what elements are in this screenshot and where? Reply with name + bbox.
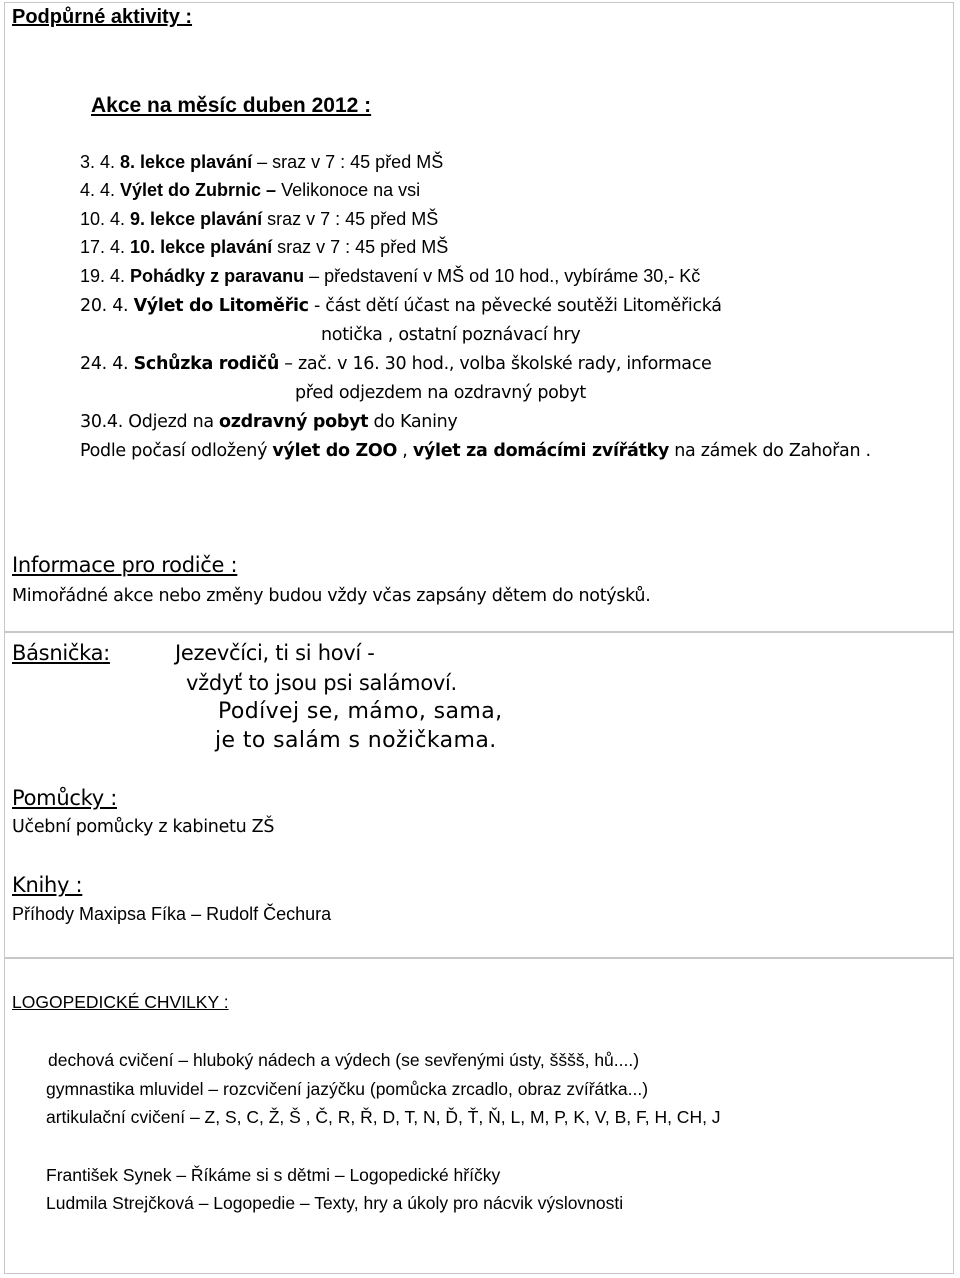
poem-line: Podívej se, mámo, sama,: [218, 699, 503, 724]
event-row-5: [80, 266, 700, 287]
poem-line: vždyť to jsou psi salámoví.: [186, 671, 457, 695]
parents-info-text: Mimořádné akce nebo změny budou vždy včas zapsány dětem do notýsků.: [12, 586, 651, 606]
departure-row: 30.4. Odjezd na ozdravný pobyt do Kaniny: [80, 412, 458, 432]
event-detail: - část dětí účast na pěvecké soutěži Litoměřická: [308, 296, 722, 316]
poem-line: je to salám s nožičkama.: [215, 728, 497, 753]
event-title: 10. lekce plavání: [130, 237, 273, 257]
event-row-1: [80, 152, 443, 173]
event-title: 9. lekce plavání: [130, 209, 263, 229]
event-detail: sraz v 7 : 45 před MŠ: [272, 237, 449, 257]
event-title: Schůzka rodičů: [133, 354, 279, 374]
event-date: 3. 4.: [80, 152, 121, 172]
event-title: Výlet do Litoměřic: [133, 296, 309, 316]
exercise-item: artikulační cvičení – Z, S, C, Ž, Š , Č, R, Ř, D, T, N, Ď, Ť, Ň, L, M, P, K, V, B, F, H, CH, J: [46, 1107, 721, 1127]
event-date: 17. 4.: [80, 237, 131, 257]
event-title: Pohádky z paravanu: [130, 266, 305, 286]
exercise-item: gymnastika mluvidel – rozcvičení jazýčku (pomůcka zrcadlo, obraz zvířátka...): [46, 1079, 649, 1099]
parents-info-heading: Informace pro rodiče :: [12, 553, 238, 577]
event-date: 10. 4.: [80, 209, 131, 229]
poem-line: Jezevčíci, ti si hoví -: [175, 641, 375, 665]
event-row-2: [80, 180, 420, 201]
reference-item: František Synek – Říkáme si s dětmi – Logopedické hříčky: [46, 1165, 501, 1185]
event-row-3: [80, 209, 438, 230]
event-detail: – sraz v 7 : 45 před MŠ: [252, 152, 444, 172]
event-date: 4. 4.: [80, 180, 121, 200]
event-date: 24. 4.: [80, 354, 134, 374]
books-text: Příhody Maxipsa Fíka – Rudolf Čechura: [12, 904, 332, 924]
poem-heading: Básnička:: [12, 641, 110, 665]
event-detail: Velikonoce na vsi: [276, 180, 421, 200]
event-detail: sraz v 7 : 45 před MŠ: [262, 209, 439, 229]
books-heading: Knihy :: [12, 873, 83, 897]
speech-heading: LOGOPEDICKÉ CHVILKY :: [12, 992, 229, 1012]
event-detail: – zač. v 16. 30 hod., volba školské rady, informace: [279, 354, 712, 374]
event-continuation: notička , ostatní poznávací hry: [321, 325, 581, 345]
weather-row: Podle počasí odložený výlet do ZOO , výlet za domácími zvířátky na zámek do Zahořan .: [80, 441, 871, 461]
exercise-item: dechová cvičení – hluboký nádech a výdech (se sevřenými ústy, šššš, hů....): [48, 1050, 640, 1070]
event-row-4: [80, 237, 448, 258]
reference-item: Ludmila Strejčková – Logopedie – Texty, hry a úkoly pro nácvik výslovnosti: [46, 1193, 624, 1213]
event-date: 20. 4.: [80, 296, 134, 316]
event-title: Výlet do Zubrnic –: [120, 180, 277, 200]
event-detail: – představení v MŠ od 10 hod., vybíráme 30,- Kč: [304, 266, 701, 286]
month-heading: Akce na měsíc duben 2012 :: [91, 94, 372, 117]
event-title: 8. lekce plavání: [120, 152, 253, 172]
section-title: Podpůrné aktivity :: [12, 6, 193, 28]
event-row-6: [80, 296, 722, 316]
aids-heading: Pomůcky :: [12, 786, 117, 810]
event-continuation: před odjezdem na ozdravný pobyt: [295, 383, 586, 403]
aids-text: Učební pomůcky z kabinetu ZŠ: [12, 817, 275, 837]
event-date: 30.4.: [80, 412, 129, 432]
event-date: 19. 4.: [80, 266, 131, 286]
event-row-7: [80, 354, 712, 374]
